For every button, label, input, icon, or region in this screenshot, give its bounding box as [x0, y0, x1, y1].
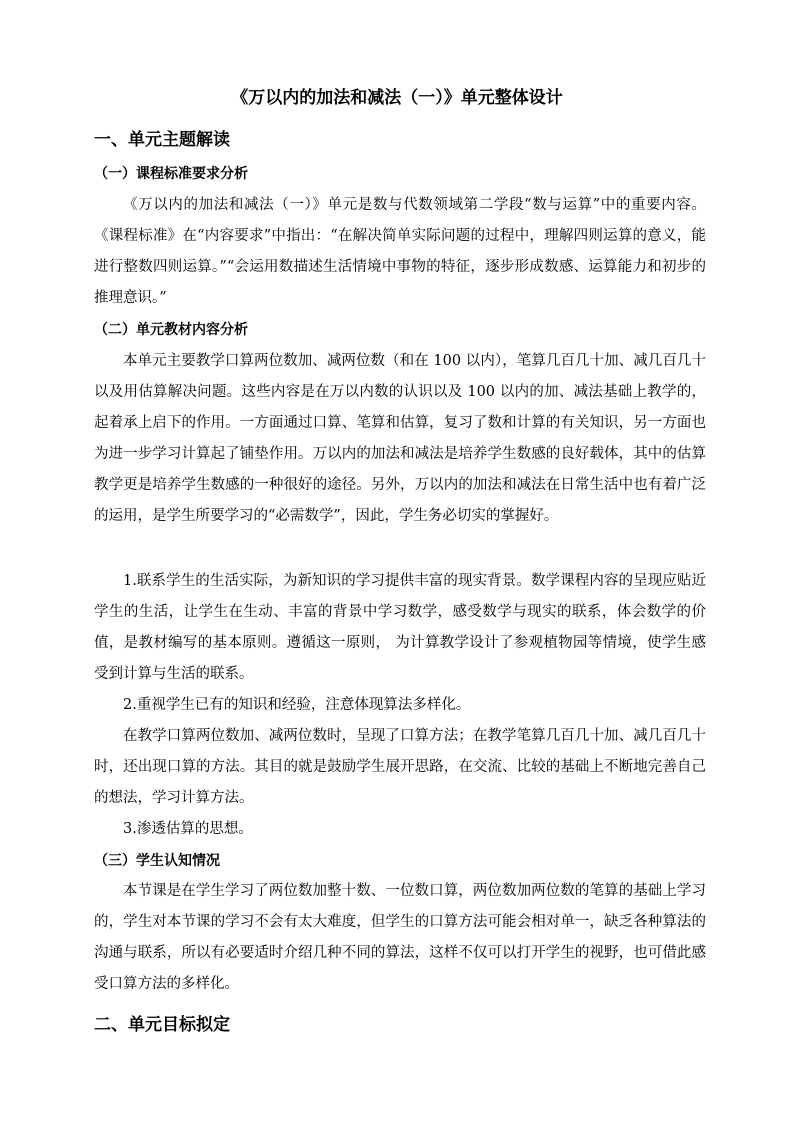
paragraph-point-1: 1.联系学生的生活实际，为新知识的学习提供丰富的现实背景。数学课程内容的呈现应贴近学生的生活，让学生在生动、丰富的背景中学习数学，感受数学与现实的联系，体会数学的价值，是教材编写的基本原则。遵循这一原则， 为计算教学设计了参观植物园等情境，使学生感受到计算与生活的联系。 — [94, 573, 706, 682]
paragraph-textbook-analysis: 本单元主要教学口算两位数加、减两位数（和在 100 以内），笔算几百几十加、减几百几十以及用估算解决问题。这些内容是在万以内数的认识以及 100 以内的加、减法基础上教学的，起着承上启下的作用。一方面通过口算、笔算和估算，复习了数和计算的有关知识，另一方面也为进一步学习计算起了铺垫作用。万以内的加法和减法是培养学生数感的良好载体，其中的估算教学更是培养学生数感的一种很好的途径。另外，万以内的加法和减法在日常生活中也有着广泛的运用，是学生所要学习的“必需数学”，因此，学生务必切实的掌握好。 — [94, 353, 706, 524]
paragraph-curriculum-analysis: 《万以内的加法和减法（一）》单元是数与代数领域第二学段“数与运算”中的重要内容。 《课程标准》在“内容要求”中指出：“在解决简单实际问题的过程中，理解四则运算的意义，能进行整数四则运算。”“会运用数描述生活情境中事物的特征，逐步形成数感、运算能力和初步的推理意识。” — [94, 197, 706, 306]
paragraph-point-3: 3.渗透估算的思想。 — [123, 821, 253, 837]
subsection-heading-cognition: （三）学生认知情况 — [94, 853, 220, 869]
paragraph-point-2-detail: 在教学口算两位数加、减两位数时，呈现了口算方法；在教学笔算几百几十加、减几百几十时，还出现口算的方法。其目的就是鼓励学生展开思路，在交流、比较的基础上不断地完善自己的想法，学习计算方法。 — [94, 728, 706, 806]
document-title: 《万以内的加法和减法（一）》单元整体设计 — [231, 88, 563, 108]
section-heading-unit-goals: 二、单元目标拟定 — [94, 1015, 230, 1035]
subsection-heading-curriculum: （一）课程标准要求分析 — [94, 166, 248, 182]
section-heading-unit-theme: 一、单元主题解读 — [94, 130, 230, 150]
subsection-heading-textbook: （二）单元教材内容分析 — [94, 322, 248, 338]
paragraph-point-2: 2.重视学生已有的知识和经验，注意体现算法多样化。 — [123, 697, 471, 713]
paragraph-student-cognition: 本节课是在学生学习了两位数加整十数、一位数口算，两位数加两位数的笔算的基础上学习的，学生对本节课的学习不会有太大难度，但学生的口算方法可能会相对单一，缺乏各种算法的沟通与联系，所以有必要适时介绍几种不同的算法，这样不仅可以打开学生的视野，也可借此感受口算方法的多样化。 — [94, 883, 706, 992]
